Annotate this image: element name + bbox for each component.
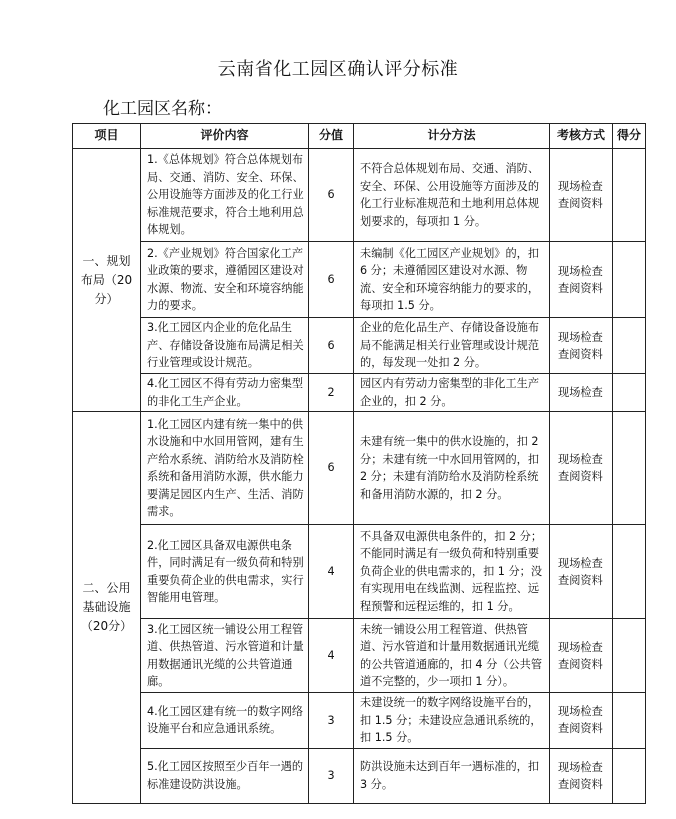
row-content: 3.化工园区统一铺设公用工程管道、供热管道、污水管道和计量用数据通讯光缆的公共管道通廊。 (141, 619, 309, 693)
document-title: 云南省化工园区确认评分标准 (217, 59, 459, 80)
row-score: 4 (309, 619, 354, 693)
row-result (613, 525, 646, 619)
row-score: 6 (309, 242, 354, 318)
row-result (613, 149, 646, 242)
row-content: 4.化工园区不得有劳动力密集型的非化工生产企业。 (141, 374, 309, 412)
table-row (73, 619, 646, 693)
row-content: 2.化工园区具备双电源供电条件，同时满足有一级负荷和特别重要负荷企业的供电需求，实行智能用电管理。 (141, 525, 309, 619)
row-score: 6 (309, 149, 354, 242)
row-score: 3 (309, 748, 354, 803)
row-check: 现场检查查阅资料 (550, 748, 613, 803)
row-check: 现场检查查阅资料 (550, 242, 613, 318)
table-row (73, 318, 646, 374)
header-check: 考核方式 (550, 124, 613, 149)
row-score: 6 (309, 318, 354, 374)
row-result (613, 412, 646, 525)
row-score: 2 (309, 374, 354, 412)
row-result (613, 318, 646, 374)
table-row (73, 525, 646, 619)
table-row (73, 748, 646, 803)
row-score: 4 (309, 525, 354, 619)
row-method: 不符合总体规划布局、交通、消防、安全、环保、公用设施等方面涉及的化工行业标准规范和土地利用总体规划要求的，每项扣 1 分。 (354, 149, 550, 242)
table-header-row (73, 124, 646, 149)
header-content: 评价内容 (141, 124, 309, 149)
header-item: 项目 (73, 124, 141, 149)
table-row (73, 242, 646, 318)
row-score: 6 (309, 412, 354, 525)
row-result (613, 748, 646, 803)
group-item-planning: 一、规划布局（20分） (73, 149, 141, 412)
row-check: 现场检查 (550, 374, 613, 412)
row-content: 1.化工园区内建有统一集中的供水设施和中水回用管网，建有生产给水系统、消防给水及消防栓系统和备用消防水源，供水能力要满足园区内生产、生活、消防需求。 (141, 412, 309, 525)
row-method: 园区内有劳动力密集型的非化工生产企业的，扣 2 分。 (354, 374, 550, 412)
scoring-table (72, 123, 646, 804)
row-check: 现场检查查阅资料 (550, 693, 613, 749)
row-content: 2.《产业规划》符合国家化工产业政策的要求，遵循园区建设对水源、物流、安全和环境容纳能力的要求。 (141, 242, 309, 318)
header-method: 计分方法 (354, 124, 550, 149)
row-result (613, 242, 646, 318)
row-content: 1.《总体规划》符合总体规划布局、交通、消防、安全、环保、公用设施等方面涉及的化工行业标准规范要求，符合土地利用总体规划。 (141, 149, 309, 242)
park-name-label: 化工园区名称： (103, 99, 222, 119)
row-method: 不具备双电源供电条件的，扣 2 分；不能同时满足有一级负荷和特别重要负荷企业的供电需求的，扣 1 分；没有实现用电在线监测、远程监控、远程预警和远程运维的，扣 1 分。 (354, 525, 550, 619)
row-content: 3.化工园区内企业的危化品生产、存储设备设施布局满足相关行业管理或设计规范。 (141, 318, 309, 374)
row-check: 现场检查查阅资料 (550, 525, 613, 619)
row-content: 5.化工园区按照至少百年一遇的标准建设防洪设施。 (141, 748, 309, 803)
table-row (73, 693, 646, 749)
row-result (613, 374, 646, 412)
row-content: 4.化工园区建有统一的数字网络设施平台和应急通讯系统。 (141, 693, 309, 749)
header-result: 得分 (613, 124, 646, 149)
table-row (73, 149, 646, 242)
table-row (73, 374, 646, 412)
row-result (613, 693, 646, 749)
group-item-infrastructure: 二、公用基础设施（20分） (73, 412, 141, 804)
row-check: 现场检查查阅资料 (550, 149, 613, 242)
row-check: 现场检查查阅资料 (550, 412, 613, 525)
row-method: 未编制《化工园区产业规划》的，扣 6 分；未遵循园区建设对水源、物流、安全和环境容纳能力的要求的，每项扣 1.5 分。 (354, 242, 550, 318)
row-method: 未建有统一集中的供水设施的，扣 2 分；未建有统一中水回用管网的，扣 2 分；未建有消防给水及消防栓系统和备用消防水源的，扣 2 分。 (354, 412, 550, 525)
row-method: 未建设统一的数字网络设施平台的，扣 1.5 分；未建设应急通讯系统的，扣 1.5 分。 (354, 693, 550, 749)
row-check: 现场检查查阅资料 (550, 619, 613, 693)
table-row (73, 412, 646, 525)
row-result (613, 619, 646, 693)
row-check: 现场检查查阅资料 (550, 318, 613, 374)
row-score: 3 (309, 693, 354, 749)
header-score: 分值 (309, 124, 354, 149)
row-method: 企业的危化品生产、存储设备设施布局不能满足相关行业管理或设计规范的，每发现一处扣 2 分。 (354, 318, 550, 374)
row-method: 未统一铺设公用工程管道、供热管道、污水管道和计量用数据通讯光缆的公共管道通廊的，扣 4 分（公共管道不完整的，少一项扣 1 分）。 (354, 619, 550, 693)
row-method: 防洪设施未达到百年一遇标准的，扣 3 分。 (354, 748, 550, 803)
